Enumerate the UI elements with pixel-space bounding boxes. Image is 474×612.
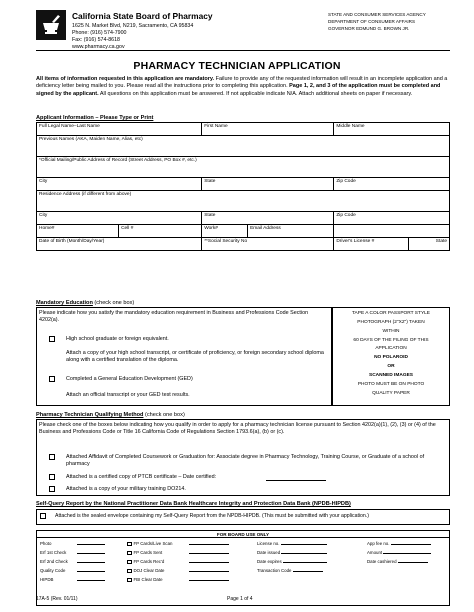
photo-instruction-1: TAPE A COLOR PASSPORT STYLE <box>351 311 431 316</box>
intro-text-2: All questions on this application must be answered. If not applicable indicate N/A. Attach additional sheets on paper if necessary. <box>98 90 413 97</box>
board-license-label: License no. <box>257 541 280 546</box>
board-phone: Phone: (916) 574-7900 <box>72 29 127 36</box>
intro-text-1: Failure to provide any of the requested information will result in an incomplete application and a deficiency letter being mailed to you. Please read all the instructions prior to completing this application. <box>36 76 448 90</box>
board-use-col-2-lines <box>189 539 229 584</box>
npdb-heading: Self-Query Report by the National Practitioner Data Bank Healthcare Integrity and Protection Data Bank (NPDB-HIPDB) <box>36 501 351 507</box>
board-use-heading: FOR BOARD USE ONLY <box>37 531 449 538</box>
state2-field[interactable]: State <box>202 212 334 225</box>
first-name-field[interactable]: First Name <box>202 123 334 136</box>
governor-name: GOVERNOR EDMUND G. BROWN JR. <box>328 25 410 31</box>
board-use-col-3 <box>257 539 327 575</box>
education-instruction: Please indicate how you satisfy the mandatory education requirement in Business and Professions Code Section 4202(a). <box>39 310 309 324</box>
education-hs-note: Attach a copy of your high school transcript, or certificate of proficiency, or foreign secondary school diploma along with a certified translation of the diploma. <box>66 350 324 364</box>
previous-names-field[interactable]: Previous Names (AKA, Maiden Name, Alias, etc) <box>37 136 450 157</box>
applicant-heading: Applicant Information – Please Type or Print <box>36 115 154 121</box>
board-address: 1625 N. Market Blvd, N219, Sacramento, CA 95834 <box>72 22 194 29</box>
qualifying-instruction: Please check one of the boxes below indicating how you qualify in order to apply for a pharmacy technician license pursuant to Section 4202(a)(1), (2), (3) or (4) of the Business and Professions Code or Title 16 California Code of Regulations Section 1793.6(a), (b) or (c). <box>39 422 436 436</box>
applicant-table <box>36 122 450 251</box>
board-erf2-label: Erf 2nd Check <box>40 559 68 564</box>
residence-address-field[interactable]: Residence Address (if different from above) <box>37 191 450 212</box>
agency-name: STATE AND CONSUMER SERVICES AGENCY <box>328 12 426 17</box>
home-phone-field[interactable]: Home# <box>37 225 119 237</box>
phone-row <box>37 225 202 238</box>
board-fp-sent-label: FP Cards Sent <box>133 550 163 555</box>
email-field-label[interactable]: Email Address <box>250 226 281 231</box>
board-contact <box>72 11 213 50</box>
npdb-checkbox[interactable] <box>40 513 46 519</box>
photo-no-polaroid: NO POLAROID <box>374 355 408 361</box>
zip-field[interactable]: Zip Code <box>334 178 450 191</box>
education-ged-note: Attach an official transcript or your GED test results. <box>66 392 190 398</box>
photo-instruction-4: 60 DAYS OF THE FILING OF THIS <box>353 337 429 343</box>
qualifying-affidavit-label: Attached Affidavit of Completed Coursework or Graduation for: Associate degree in Pharmacy Technology, Training Course, or Graduate of a school of pharmacy <box>66 454 425 468</box>
board-appfee-label: App fee no. <box>367 541 390 546</box>
board-fp-recd-label: FP Cards Rec'd <box>133 559 165 564</box>
photo-instruction-9: PHOTO MUST BE ON PHOTO <box>357 381 425 387</box>
dob-field[interactable]: Date of Birth (Month/Day/Year) <box>37 238 202 251</box>
board-use-col-4 <box>367 539 431 566</box>
qualifying-military-checkbox[interactable] <box>49 486 55 492</box>
email-field[interactable] <box>334 225 450 238</box>
photo-instruction-5: APPLICATION <box>375 346 407 352</box>
mortar-pestle-icon <box>36 10 66 40</box>
page-footer <box>36 596 450 602</box>
dl-state-field[interactable]: State <box>408 238 449 251</box>
photo-instruction-2: PHOTOGRAPH (2"X2") TAKEN <box>357 319 425 325</box>
official-address-field[interactable]: *Official Mailing/Public Address of Record (Street Address, PO Box #, etc.) <box>37 157 450 178</box>
board-fp-live-label: FP Cards/Live Scan <box>133 541 173 546</box>
ssn-field[interactable]: **Social Security No <box>202 238 334 251</box>
board-use-box <box>36 530 450 606</box>
form-number: 17A-5 (Rev. 01/11) <box>36 596 78 602</box>
education-hs-label: High school graduate or foreign equivalent. <box>66 336 169 342</box>
cell-phone-field[interactable]: Cell # <box>121 226 134 231</box>
education-heading: Mandatory Education (check one box) <box>36 300 135 306</box>
photo-instruction-10: QUALITY PAPER <box>372 390 410 396</box>
qualifying-ptcb-label: Attached is a certified copy of PTCB certificate – Date certified: <box>66 474 217 480</box>
board-transaction-label: Transaction Code <box>257 568 292 573</box>
qualifying-heading: Pharmacy Technician Qualifying Method (check one box) <box>36 412 185 418</box>
qualifying-affidavit-checkbox[interactable] <box>49 454 55 460</box>
board-website[interactable]: www.pharmacy.ca.gov <box>72 43 125 50</box>
work-phone-field[interactable]: Work# <box>202 225 248 237</box>
education-hs-checkbox[interactable] <box>49 336 55 342</box>
city-field[interactable]: City <box>37 178 202 191</box>
photo-box[interactable] <box>332 307 450 406</box>
photo-or: OR <box>387 364 395 370</box>
board-photo-label: Photo <box>40 541 52 546</box>
page-number: Page 1 of 4 <box>227 596 253 602</box>
board-quality-label: Quality Code <box>40 568 66 573</box>
zip2-field[interactable]: Zip Code <box>334 212 450 225</box>
board-doj-label: DOJ Clear Date <box>133 568 165 573</box>
agency-block <box>328 12 450 33</box>
drivers-license-field[interactable]: Driver's License # <box>334 238 408 251</box>
board-issued-label: Date issued <box>257 550 281 555</box>
intro-paragraph <box>36 76 450 98</box>
board-fbi-label: FBI Clear Date <box>133 577 163 582</box>
board-hipdb-label: HIPDB <box>40 577 54 582</box>
ptcb-date-line[interactable] <box>266 480 326 481</box>
qualifying-military-label: Attached is a copy of your military training DO214. <box>66 486 186 492</box>
board-use-col-1-lines <box>77 539 105 584</box>
board-logo <box>36 10 66 40</box>
education-ged-checkbox[interactable] <box>49 376 55 382</box>
middle-name-field[interactable]: Middle Name <box>334 123 450 136</box>
full-name-field[interactable]: Full Legal Name–Last Name <box>37 123 202 136</box>
photo-instruction-3: WITHIN <box>382 328 400 334</box>
state-field[interactable]: State <box>202 178 334 191</box>
intro-bold-1: All items of information requested in this application are mandatory. <box>36 76 215 82</box>
qualifying-ptcb-checkbox[interactable] <box>49 474 55 480</box>
board-expires-label: Date expires <box>257 559 282 564</box>
board-fax: Fax: (916) 574-8618 <box>72 36 120 43</box>
board-amount-label: Amount <box>367 550 383 555</box>
department-name: DEPARTMENT OF CONSUMER AFFAIRS <box>328 18 416 24</box>
header-divider <box>36 50 450 51</box>
board-erf1-label: Erf 1st Check <box>40 550 67 555</box>
work-email-row <box>202 225 334 238</box>
board-cashiered-label: Date cashiered <box>367 559 397 564</box>
city2-field[interactable]: City <box>37 212 202 225</box>
intro-bold-2: Page 1, 2, and 3 of the application must be completed and signed by the applicant. <box>36 83 441 97</box>
board-name: California State Board of Pharmacy <box>72 11 213 21</box>
education-ged-label: Completed a General Education Development (GED) <box>66 376 193 382</box>
photo-scanned-images: SCANNED IMAGES <box>369 373 413 379</box>
board-use-col-1 <box>40 539 68 584</box>
npdb-label: Attached is the sealed envelope containing my Self-Query Report from the NPDB-HIPDB. (This must be submitted with your application.) <box>55 513 369 519</box>
page-title: PHARMACY TECHNICIAN APPLICATION <box>133 60 341 72</box>
board-use-col-2 <box>127 539 172 584</box>
